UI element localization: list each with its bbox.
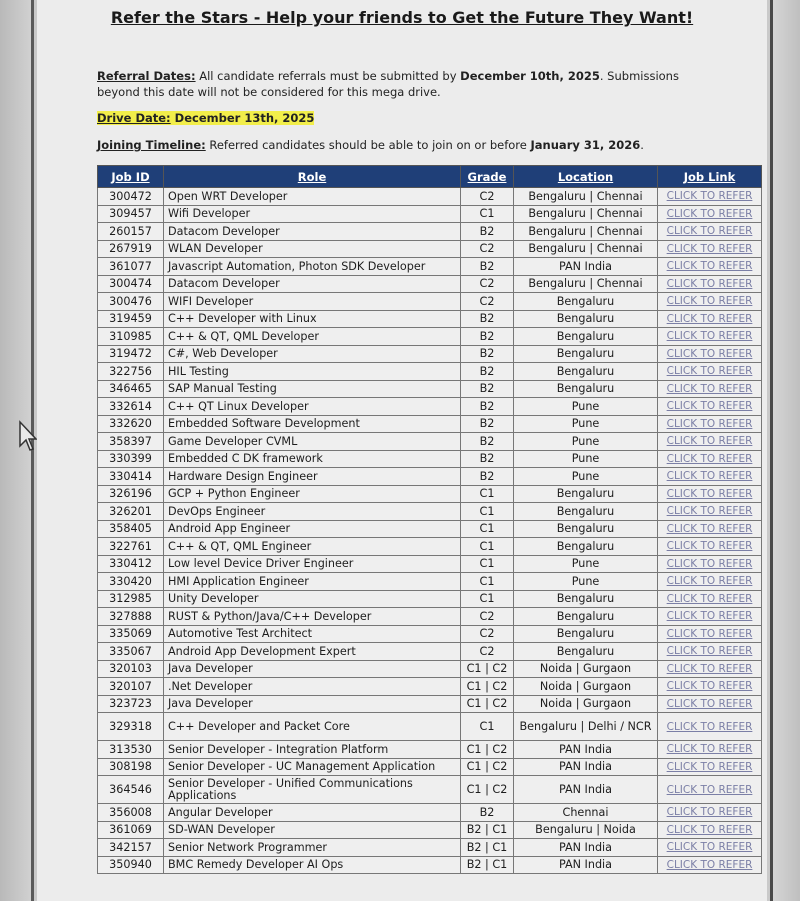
location-cell: Pune — [514, 468, 658, 486]
location-cell: Pune — [514, 415, 658, 433]
role-cell: C++ QT Linux Developer — [164, 398, 461, 416]
job-id-cell: 364546 — [98, 776, 164, 804]
grade-cell: B2 — [461, 380, 514, 398]
location-cell: PAN India — [514, 776, 658, 804]
table-row — [98, 450, 762, 468]
table-row — [98, 188, 762, 206]
table-row — [98, 713, 762, 741]
click-to-refer-link[interactable]: CLICK TO REFER — [658, 258, 762, 276]
role-cell: C++ & QT, QML Developer — [164, 328, 461, 346]
click-to-refer-link[interactable]: CLICK TO REFER — [658, 643, 762, 661]
grade-cell: B2 — [461, 433, 514, 451]
table-row — [98, 415, 762, 433]
job-id-cell: 361069 — [98, 821, 164, 839]
job-id-cell: 330414 — [98, 468, 164, 486]
job-id-cell: 312985 — [98, 590, 164, 608]
grade-cell: B2 — [461, 345, 514, 363]
location-cell: PAN India — [514, 758, 658, 776]
location-cell: Bengaluru — [514, 293, 658, 311]
job-id-cell: 346465 — [98, 380, 164, 398]
role-cell: .Net Developer — [164, 678, 461, 696]
grade-cell: C1 — [461, 555, 514, 573]
table-row — [98, 821, 762, 839]
job-id-cell: 300476 — [98, 293, 164, 311]
job-id-cell: 330412 — [98, 555, 164, 573]
location-cell: Bengaluru — [514, 380, 658, 398]
table-row — [98, 856, 762, 874]
table-row — [98, 398, 762, 416]
job-id-cell: 342157 — [98, 839, 164, 857]
role-cell: Low level Device Driver Engineer — [164, 555, 461, 573]
location-cell: Bengaluru | Chennai — [514, 188, 658, 206]
job-id-cell: 329318 — [98, 713, 164, 741]
click-to-refer-link[interactable]: CLICK TO REFER — [658, 573, 762, 591]
click-to-refer-link[interactable]: CLICK TO REFER — [658, 223, 762, 241]
click-to-refer-link[interactable]: CLICK TO REFER — [658, 293, 762, 311]
grade-cell: C2 — [461, 240, 514, 258]
jobs-table — [97, 165, 762, 874]
location-cell: Bengaluru — [514, 503, 658, 521]
location-cell: Pune — [514, 450, 658, 468]
drive-date-highlight — [97, 111, 314, 125]
table-row — [98, 590, 762, 608]
job-id-cell: 320107 — [98, 678, 164, 696]
job-id-cell: 335069 — [98, 625, 164, 643]
job-id-cell: 327888 — [98, 608, 164, 626]
click-to-refer-link[interactable]: CLICK TO REFER — [658, 660, 762, 678]
role-cell: Embedded C DK framework — [164, 450, 461, 468]
joining-timeline-paragraph — [97, 137, 707, 153]
drive-date-value: December 13th, 2025 — [170, 111, 315, 125]
role-cell: Java Developer — [164, 695, 461, 713]
role-cell: Angular Developer — [164, 804, 461, 822]
role-cell: Embedded Software Development — [164, 415, 461, 433]
location-cell: Noida | Gurgaon — [514, 695, 658, 713]
click-to-refer-link[interactable]: CLICK TO REFER — [658, 678, 762, 696]
referral-text: All candidate referrals must be submitted by — [195, 69, 461, 83]
job-id-cell: 330399 — [98, 450, 164, 468]
table-row — [98, 804, 762, 822]
click-to-refer-link[interactable]: CLICK TO REFER — [658, 363, 762, 381]
click-to-refer-link[interactable]: CLICK TO REFER — [658, 468, 762, 486]
grade-cell: C1 | C2 — [461, 678, 514, 696]
grade-cell: C1 — [461, 503, 514, 521]
location-cell: PAN India — [514, 856, 658, 874]
role-cell: Datacom Developer — [164, 223, 461, 241]
table-row — [98, 293, 762, 311]
job-id-cell: 323723 — [98, 695, 164, 713]
role-cell: C++ Developer with Linux — [164, 310, 461, 328]
table-row — [98, 433, 762, 451]
location-cell: Bengaluru — [514, 345, 658, 363]
role-cell: C#, Web Developer — [164, 345, 461, 363]
grade-cell: B2 | C1 — [461, 821, 514, 839]
grade-cell: C1 — [461, 205, 514, 223]
job-id-cell: 300472 — [98, 188, 164, 206]
grade-cell: B2 — [461, 450, 514, 468]
role-cell: Android App Development Expert — [164, 643, 461, 661]
table-row — [98, 345, 762, 363]
table-row — [98, 555, 762, 573]
table-row — [98, 625, 762, 643]
role-cell: Game Developer CVML — [164, 433, 461, 451]
referral-dates-label: Referral Dates: — [97, 69, 196, 83]
grade-cell: C1 | C2 — [461, 660, 514, 678]
table-row — [98, 363, 762, 381]
grade-cell: C1 | C2 — [461, 695, 514, 713]
table-row — [98, 380, 762, 398]
header-location: Location — [514, 166, 658, 188]
job-id-cell: 332620 — [98, 415, 164, 433]
table-row — [98, 468, 762, 486]
click-to-refer-link[interactable]: CLICK TO REFER — [658, 415, 762, 433]
job-id-cell: 320103 — [98, 660, 164, 678]
table-row — [98, 240, 762, 258]
location-cell: PAN India — [514, 741, 658, 759]
role-cell: Java Developer — [164, 660, 461, 678]
role-cell: C++ Developer and Packet Core — [164, 713, 461, 741]
click-to-refer-link[interactable]: CLICK TO REFER — [658, 188, 762, 206]
grade-cell: B2 — [461, 258, 514, 276]
grade-cell: C2 — [461, 643, 514, 661]
location-cell: Bengaluru | Chennai — [514, 205, 658, 223]
location-cell: Bengaluru — [514, 310, 658, 328]
job-id-cell: 350940 — [98, 856, 164, 874]
role-cell: Senior Developer - UC Management Application — [164, 758, 461, 776]
header-job-id: Job ID — [98, 166, 164, 188]
job-id-cell: 319459 — [98, 310, 164, 328]
grade-cell: C1 | C2 — [461, 758, 514, 776]
role-cell: HIL Testing — [164, 363, 461, 381]
job-id-cell: 310985 — [98, 328, 164, 346]
table-header-row — [98, 166, 762, 188]
job-id-cell: 300474 — [98, 275, 164, 293]
grade-cell: B2 | C1 — [461, 856, 514, 874]
grade-cell: C2 — [461, 188, 514, 206]
table-row — [98, 608, 762, 626]
grade-cell: B2 | C1 — [461, 839, 514, 857]
grade-cell: C2 — [461, 275, 514, 293]
job-id-cell: 356008 — [98, 804, 164, 822]
grade-cell: B2 — [461, 415, 514, 433]
header-job-link: Job Link — [658, 166, 762, 188]
click-to-refer-link[interactable]: CLICK TO REFER — [658, 310, 762, 328]
grade-cell: C2 — [461, 293, 514, 311]
role-cell: Open WRT Developer — [164, 188, 461, 206]
click-to-refer-link[interactable]: CLICK TO REFER — [658, 590, 762, 608]
click-to-refer-link[interactable]: CLICK TO REFER — [658, 741, 762, 759]
job-id-cell: 267919 — [98, 240, 164, 258]
table-row — [98, 741, 762, 759]
location-cell: Bengaluru | Delhi / NCR — [514, 713, 658, 741]
drive-date-label: Drive Date: — [97, 111, 171, 125]
joining-timeline-label: Joining Timeline: — [97, 138, 206, 152]
header-grade: Grade — [461, 166, 514, 188]
click-to-refer-link[interactable]: CLICK TO REFER — [658, 433, 762, 451]
job-id-cell: 358405 — [98, 520, 164, 538]
click-to-refer-link[interactable]: CLICK TO REFER — [658, 240, 762, 258]
location-cell: Noida | Gurgaon — [514, 678, 658, 696]
location-cell: Pune — [514, 398, 658, 416]
click-to-refer-link[interactable]: CLICK TO REFER — [658, 804, 762, 822]
grade-cell: C1 — [461, 573, 514, 591]
click-to-refer-link[interactable]: CLICK TO REFER — [658, 450, 762, 468]
grade-cell: C1 — [461, 713, 514, 741]
page-title: Refer the Stars - Help your friends to Get the Future They Want! — [110, 8, 694, 27]
job-id-cell: 308198 — [98, 758, 164, 776]
location-cell: Pune — [514, 573, 658, 591]
grade-cell: C1 | C2 — [461, 741, 514, 759]
click-to-refer-link[interactable]: CLICK TO REFER — [658, 758, 762, 776]
mouse-cursor-icon — [18, 420, 38, 452]
location-cell: Bengaluru | Noida — [514, 821, 658, 839]
table-row — [98, 660, 762, 678]
location-cell: PAN India — [514, 258, 658, 276]
grade-cell: B2 — [461, 223, 514, 241]
click-to-refer-link[interactable]: CLICK TO REFER — [658, 520, 762, 538]
table-row — [98, 839, 762, 857]
grade-cell: B2 — [461, 363, 514, 381]
referral-dates-paragraph — [97, 68, 707, 100]
table-row — [98, 538, 762, 556]
role-cell: Android App Engineer — [164, 520, 461, 538]
grade-cell: B2 — [461, 398, 514, 416]
location-cell: Bengaluru — [514, 608, 658, 626]
table-row — [98, 223, 762, 241]
job-id-cell: 358397 — [98, 433, 164, 451]
grade-cell: C1 — [461, 590, 514, 608]
click-to-refer-link[interactable]: CLICK TO REFER — [658, 555, 762, 573]
role-cell: SAP Manual Testing — [164, 380, 461, 398]
role-cell: RUST & Python/Java/C++ Developer — [164, 608, 461, 626]
location-cell: Bengaluru | Chennai — [514, 240, 658, 258]
role-cell: Datacom Developer — [164, 275, 461, 293]
click-to-refer-link[interactable]: CLICK TO REFER — [658, 328, 762, 346]
table-row — [98, 485, 762, 503]
click-to-refer-link[interactable]: CLICK TO REFER — [658, 485, 762, 503]
grade-cell: C1 — [461, 538, 514, 556]
table-row — [98, 503, 762, 521]
job-id-cell: 332614 — [98, 398, 164, 416]
role-cell: SD-WAN Developer — [164, 821, 461, 839]
header-role: Role — [164, 166, 461, 188]
table-row — [98, 205, 762, 223]
click-to-refer-link[interactable]: CLICK TO REFER — [658, 695, 762, 713]
role-cell: Senior Developer - Unified Communications Applications — [164, 776, 461, 804]
table-row — [98, 695, 762, 713]
click-to-refer-link[interactable]: CLICK TO REFER — [658, 345, 762, 363]
referral-text-end: . Submissions beyond this date will not be considered for this mega drive. — [97, 69, 679, 99]
role-cell: DevOps Engineer — [164, 503, 461, 521]
job-id-cell: 326201 — [98, 503, 164, 521]
role-cell: BMC Remedy Developer AI Ops — [164, 856, 461, 874]
location-cell: Noida | Gurgaon — [514, 660, 658, 678]
role-cell: Hardware Design Engineer — [164, 468, 461, 486]
role-cell: Senior Network Programmer — [164, 839, 461, 857]
job-id-cell: 330420 — [98, 573, 164, 591]
click-to-refer-link[interactable]: CLICK TO REFER — [658, 856, 762, 874]
table-row — [98, 573, 762, 591]
click-to-refer-link[interactable]: CLICK TO REFER — [658, 839, 762, 857]
job-id-cell: 335067 — [98, 643, 164, 661]
table-row — [98, 520, 762, 538]
location-cell: PAN India — [514, 839, 658, 857]
job-id-cell: 313530 — [98, 741, 164, 759]
click-to-refer-link[interactable]: CLICK TO REFER — [658, 503, 762, 521]
referral-deadline: December 10th, 2025 — [460, 69, 600, 83]
role-cell: Unity Developer — [164, 590, 461, 608]
document-page — [37, 0, 767, 901]
click-to-refer-link[interactable]: CLICK TO REFER — [658, 713, 762, 741]
click-to-refer-link[interactable]: CLICK TO REFER — [658, 821, 762, 839]
job-id-cell: 322756 — [98, 363, 164, 381]
location-cell: Bengaluru — [514, 590, 658, 608]
job-id-cell: 326196 — [98, 485, 164, 503]
location-cell: Bengaluru — [514, 328, 658, 346]
joining-deadline: January 31, 2026 — [530, 138, 641, 152]
grade-cell: B2 — [461, 310, 514, 328]
click-to-refer-link[interactable]: CLICK TO REFER — [658, 380, 762, 398]
grade-cell: C1 | C2 — [461, 776, 514, 804]
job-id-cell: 260157 — [98, 223, 164, 241]
click-to-refer-link[interactable]: CLICK TO REFER — [658, 608, 762, 626]
table-row — [98, 258, 762, 276]
joining-text-end: . — [640, 138, 644, 152]
location-cell: Bengaluru — [514, 625, 658, 643]
role-cell: Javascript Automation, Photon SDK Developer — [164, 258, 461, 276]
location-cell: Bengaluru — [514, 485, 658, 503]
jobs-table-body — [98, 188, 762, 874]
click-to-refer-link[interactable]: CLICK TO REFER — [658, 625, 762, 643]
table-row — [98, 776, 762, 804]
monitor-bezel-right — [770, 0, 800, 901]
role-cell: Senior Developer - Integration Platform — [164, 741, 461, 759]
role-cell: WIFI Developer — [164, 293, 461, 311]
click-to-refer-link[interactable]: CLICK TO REFER — [658, 776, 762, 804]
table-row — [98, 310, 762, 328]
click-to-refer-link[interactable]: CLICK TO REFER — [658, 538, 762, 556]
click-to-refer-link[interactable]: CLICK TO REFER — [658, 205, 762, 223]
job-id-cell: 361077 — [98, 258, 164, 276]
location-cell: Bengaluru — [514, 363, 658, 381]
grade-cell: B2 — [461, 468, 514, 486]
job-id-cell: 322761 — [98, 538, 164, 556]
table-row — [98, 758, 762, 776]
table-row — [98, 275, 762, 293]
role-cell: Automotive Test Architect — [164, 625, 461, 643]
drive-date-paragraph — [97, 110, 707, 126]
grade-cell: C1 — [461, 485, 514, 503]
location-cell: Chennai — [514, 804, 658, 822]
location-cell: Bengaluru — [514, 538, 658, 556]
click-to-refer-link[interactable]: CLICK TO REFER — [658, 275, 762, 293]
click-to-refer-link[interactable]: CLICK TO REFER — [658, 398, 762, 416]
grade-cell: C1 — [461, 520, 514, 538]
role-cell: Wifi Developer — [164, 205, 461, 223]
grade-cell: C2 — [461, 608, 514, 626]
location-cell: Bengaluru — [514, 520, 658, 538]
role-cell: WLAN Developer — [164, 240, 461, 258]
role-cell: HMI Application Engineer — [164, 573, 461, 591]
location-cell: Bengaluru | Chennai — [514, 223, 658, 241]
grade-cell: C2 — [461, 625, 514, 643]
table-row — [98, 678, 762, 696]
joining-text: Referred candidates should be able to join on or before — [205, 138, 531, 152]
job-id-cell: 319472 — [98, 345, 164, 363]
role-cell: C++ & QT, QML Engineer — [164, 538, 461, 556]
location-cell: Pune — [514, 433, 658, 451]
grade-cell: B2 — [461, 804, 514, 822]
grade-cell: B2 — [461, 328, 514, 346]
location-cell: Bengaluru | Chennai — [514, 275, 658, 293]
table-row — [98, 643, 762, 661]
role-cell: GCP + Python Engineer — [164, 485, 461, 503]
location-cell: Bengaluru — [514, 643, 658, 661]
job-id-cell: 309457 — [98, 205, 164, 223]
location-cell: Pune — [514, 555, 658, 573]
table-row — [98, 328, 762, 346]
